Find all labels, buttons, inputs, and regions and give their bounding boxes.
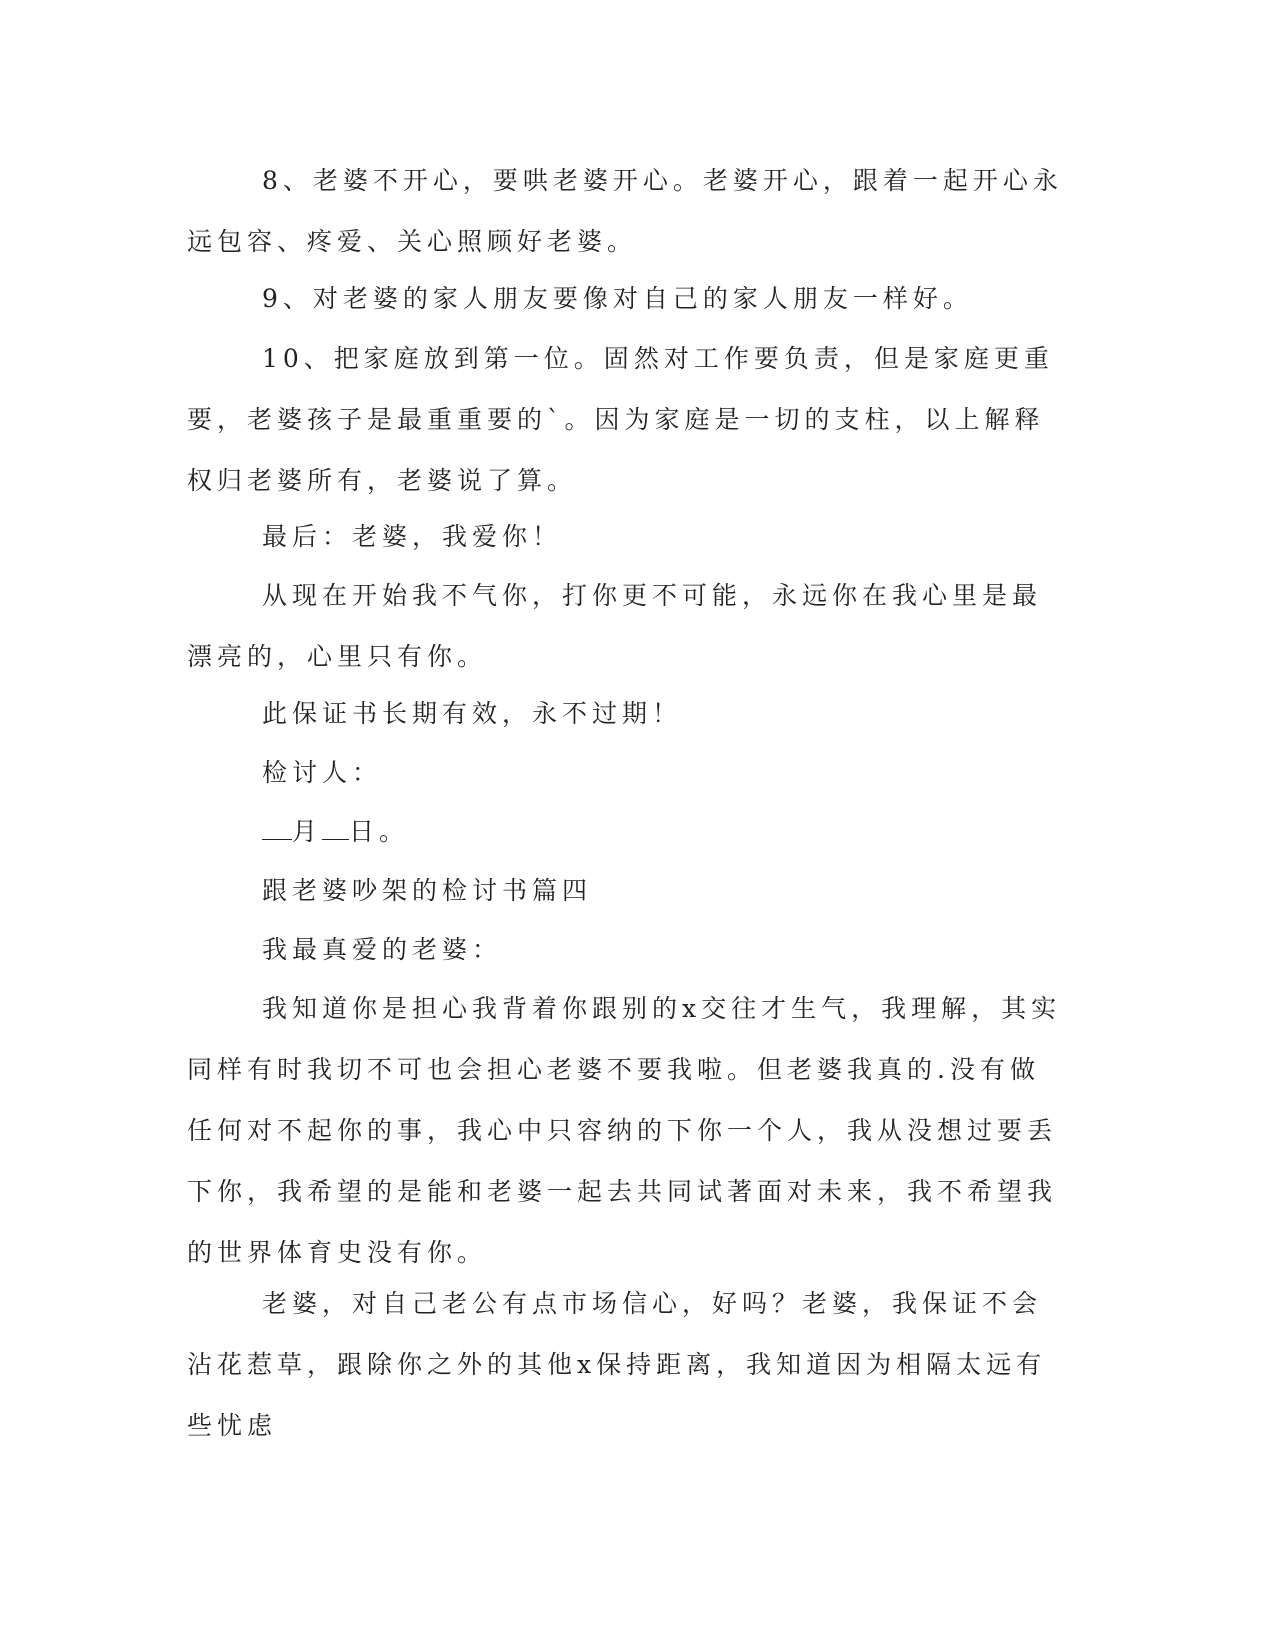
body-paragraph: 老婆，对自己老公有点市场信心，好吗？老婆，我保证不会沾花惹草，跟除你之外的其他x保持距离，我知道因为相隔太远有些忧虑 [187, 1289, 1047, 1440]
month-label: 月 [292, 817, 323, 846]
day-label: 日。 [349, 817, 410, 846]
date-line [187, 801, 1067, 862]
month-blank [262, 817, 292, 840]
validity-statement: 此保证书长期有效，永不过期！ [262, 699, 683, 728]
promise-paragraph: 从现在开始我不气你，打你更不可能，永远你在我心里是最漂亮的，心里只有你。 [187, 581, 1043, 671]
day-blank [322, 817, 349, 840]
section-heading: 跟老婆吵架的检讨书篇四 [262, 876, 593, 905]
paragraph-item-9: 9、对老婆的家人朋友要像对自己的家人朋友一样好。 [262, 284, 973, 313]
body-paragraph: 我知道你是担心我背着你跟别的x交往才生气，我理解，其实同样有时我切不可也会担心老婆不要我啦。但老婆我真的.没有做任何对不起你的事，我心中只容纳的下你一个人，我从没想过要丢下你，我希望的是能和老婆一起去共同试著面对未来，我不希望我的世界体育史没有你。 [187, 994, 1062, 1267]
paragraph-item-8: 8、老婆不开心，要哄老婆开心。老婆开心，跟着一起开心永远包容、疼爱、关心照顾好老婆。 [187, 166, 1063, 256]
salutation: 我最真爱的老婆： [262, 935, 503, 964]
closing-line: 最后：老婆，我爱你！ [262, 522, 563, 551]
paragraph-item-10: 10、把家庭放到第一位。固然对工作要负责，但是家庭更重要，老婆孩子是最重重要的`。因为家庭是一切的支柱，以上解释权归老婆所有，老婆说了算。 [187, 344, 1054, 495]
signer-label: 检讨人： [262, 758, 383, 787]
